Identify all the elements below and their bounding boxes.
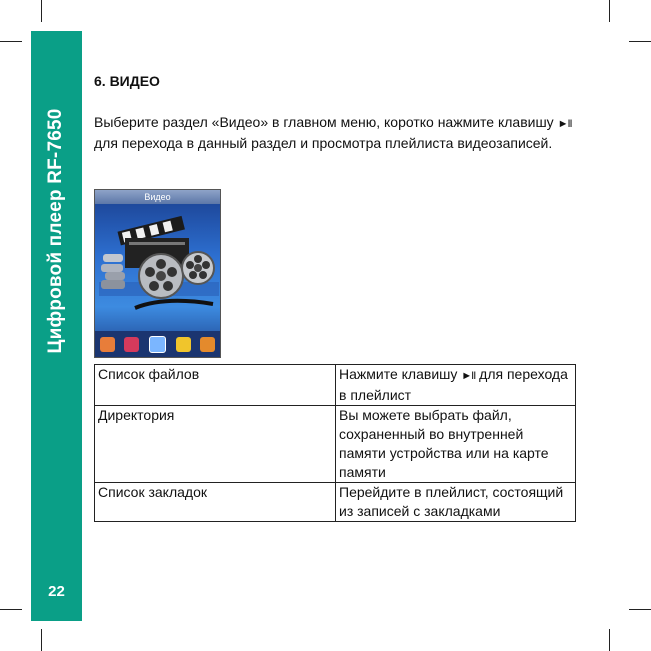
description-text: Нажмите клавишу [339,366,462,382]
table-row [95,406,576,483]
sidebar-title: Цифровой плеер RF-7650 [44,108,66,354]
play-pause-icon: ►II [557,118,572,130]
film-reel-illustration [95,204,220,331]
section-heading: 6. ВИДЕО [94,73,160,89]
crop-mark [0,41,22,42]
crop-mark [609,629,610,651]
crop-mark [629,41,651,42]
description-text: для перехода в плейлист [339,366,568,403]
intro-text-end: для перехода в данный раздел и просмотра плейлиста видеозаписей. [94,135,553,151]
table-cell-label: Список закладок [95,483,336,522]
table-cell-description: Перейдите в плейлист, состоящий из записей с закладками [336,483,576,522]
table-cell-description [336,365,576,406]
intro-text-start: Выберите раздел «Видео» в главном меню, коротко нажмите клавишу [94,114,558,130]
intro-paragraph [94,113,594,153]
table-cell-label: Директория [95,406,336,483]
music-icon [124,337,139,352]
settings-icon [176,337,191,352]
video-menu-table [94,364,576,522]
sidebar-band [31,31,82,621]
crop-mark [609,0,610,22]
crop-mark [41,0,42,22]
table-cell-description: Вы можете выбрать файл, сохраненный во внутренней памяти устройства или на карте памяти [336,406,576,483]
page-number: 22 [48,583,65,600]
crop-mark [0,609,22,610]
play-pause-icon: ►II [461,370,476,382]
table-row [95,483,576,522]
crop-mark [41,629,42,651]
ebook-icon [200,337,215,352]
device-screenshot [94,189,221,358]
table-cell-label: Список файлов [95,365,336,406]
device-icon-bar [95,331,220,357]
video-icon [149,336,166,353]
crop-mark [629,609,651,610]
device-screen-title: Видео [95,190,220,204]
table-row [95,365,576,406]
photo-icon [100,337,115,352]
